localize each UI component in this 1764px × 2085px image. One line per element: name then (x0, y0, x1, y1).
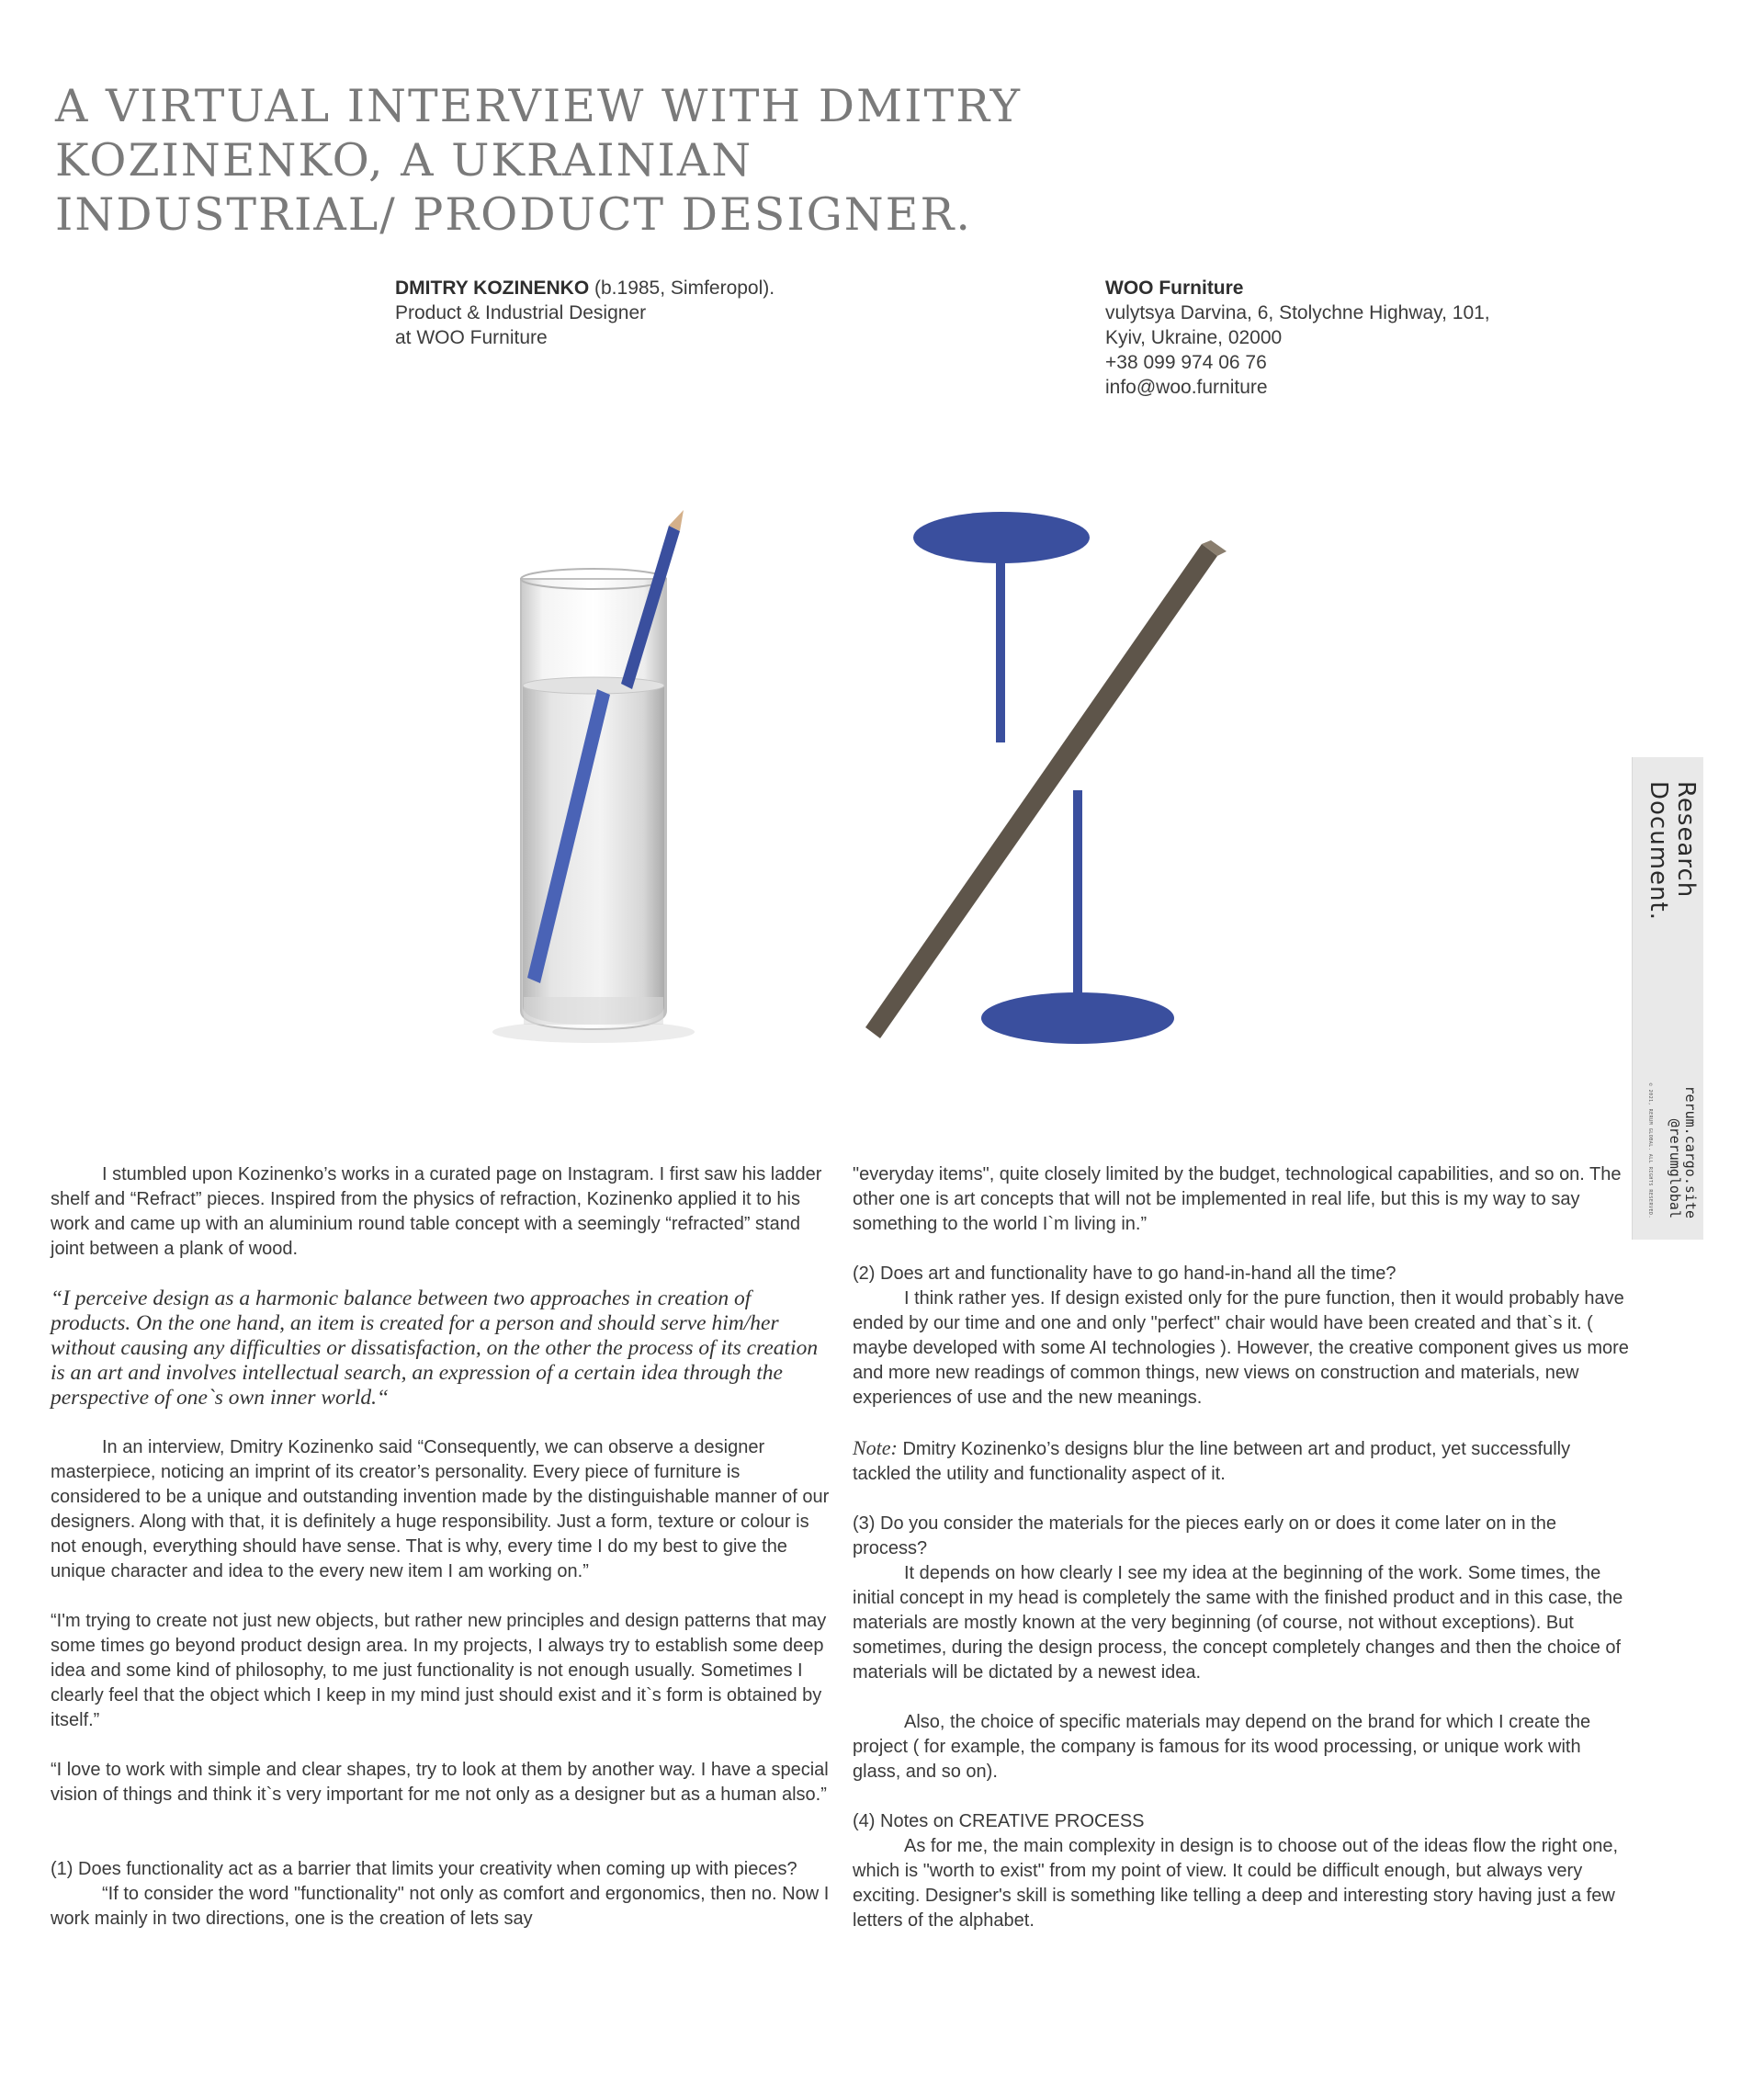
company-address-line: Kyiv, Ukraine, 02000 (1105, 327, 1283, 348)
question: (1) Does functionality act as a barrier that limits your creativity when coming up with pieces? (51, 1859, 797, 1879)
question: (2) Does art and functionality have to go hand-in-hand all the time? (853, 1263, 1396, 1284)
article-column-right (853, 1162, 1634, 1933)
company-info (1105, 276, 1620, 400)
water-surface (523, 677, 664, 694)
designer-role: Product & Industrial Designer (395, 302, 647, 323)
table-stand-upper (996, 559, 1005, 742)
question: (3) Do you consider the materials for the pieces early on or does it come later on in the process? (853, 1513, 1556, 1558)
answer: “If to consider the word "functionality" not only as comfort and ergonomics, then no. Now I work mainly in two directions, one is the creation of lets say (51, 1884, 830, 1929)
wood-plank (865, 544, 1217, 1038)
social-handle: @rerumglobal (1667, 1118, 1683, 1218)
company-email: info@woo.furniture (1105, 377, 1268, 398)
tab-heading (1645, 781, 1700, 921)
note (853, 1435, 1634, 1487)
company-phone: +38 099 974 06 76 (1105, 352, 1267, 373)
title-line: INDUSTRIAL/ PRODUCT DESIGNER. (55, 188, 972, 241)
answer: "everyday items", quite closely limited by the budget, technological capabilities, and so on. The other one is art concepts that will not be implemented in real life, but this is my way to say something to the world I`m living in.” (853, 1164, 1622, 1234)
designer-born: (b.1985, Simferopol). (589, 278, 775, 299)
article-column-left (51, 1162, 831, 1932)
paragraph: In an interview, Dmitry Kozinenko said “Consequently, we can observe a designer masterpiece, noticing an imprint of its creator’s personality. Every piece of furniture is considered to be a unique and outstanding invention made by the distinguishable manner of our designers. Along with that, it is definitely a huge responsibility. Just a form, texture or colour is not enough, everything should have sense. That is why, every time I do my best to give the unique character and idea to the every new item I am working on.” (51, 1437, 830, 1581)
refract-table (865, 512, 1227, 1044)
paragraph: I stumbled upon Kozinenko’s works in a curated page on Instagram. I first saw his ladder shelf and “Refract” pieces. Inspired from the physics of refraction, Kozinenko applied it to his work and came up with an aluminium round table concept with a seemingly “refracted” stand joint between a plank of wood. (51, 1164, 822, 1259)
answer: I think rather yes. If design existed only for the pure function, then it would probably have ended by our time and one and only "perfect" chair would have been created and that`s it. ( maybe developed with some AI technologies ). However, the creative component gives us more and more new readings of common things, new views on construction and materials, new experiences of use and the new meanings. (853, 1288, 1629, 1408)
title-line: A VIRTUAL INTERVIEW WITH DMITRY (55, 80, 1022, 132)
glass-base (524, 997, 663, 1025)
table-stand-lower (1073, 790, 1082, 1011)
question: (4) Notes on CREATIVE PROCESS (853, 1811, 1145, 1831)
paragraph: “I love to work with simple and clear shapes, try to look at them by another way. I have a special vision of things and think it`s very important for me not only as a designer but as a human also.” (51, 1760, 829, 1805)
tab-site (1667, 1035, 1698, 1218)
answer: As for me, the main complexity in design is to choose out of the ideas flow the right one, which is "worth to exist" from my point of view. It could be difficult enough, but always very exciting. Designer's skill is something like telling a deep and interesting story having just a few letters of the alphabet. (853, 1836, 1619, 1931)
hero-illustration (441, 487, 1250, 1093)
answer: Also, the choice of specific materials may depend on the brand for which I create the project ( for example, the company is famous for its wood processing, or unique work with glass, and so on). (853, 1712, 1591, 1782)
company-address-line: vulytsya Darvina, 6, Stolychne Highway, 101, (1105, 302, 1490, 323)
note-label: Note: (853, 1436, 898, 1459)
site-url: rerum.cargo.site (1682, 1085, 1699, 1218)
note-text: Dmitry Kozinenko’s designs blur the line between art and product, yet successfully tackled the utility and functionality aspect of it. (853, 1439, 1571, 1484)
research-document-tab (1632, 757, 1703, 1240)
company-name: WOO Furniture (1105, 278, 1244, 299)
designer-company: at WOO Furniture (395, 327, 548, 348)
table-top (913, 512, 1090, 563)
tab-heading-line: Document. (1645, 781, 1672, 921)
tab-copyright: © 2021, RERUM GLOBAL. ALL RIGHTS RESERVED. (1647, 1082, 1653, 1218)
answer: It depends on how clearly I see my idea at the beginning of the work. Some times, the initial concept in my head is completely the same with the finished product and in this case, the materials are mostly known at the very beginning (of course, not without exceptions). But sometimes, during the design process, the concept completely changes and then the choice of materials will be dictated by a newest idea. (853, 1563, 1623, 1683)
pull-quote: “I perceive design as a harmonic balance between two approaches in creation of products. On the one hand, an item is created for a person and should serve him/her without causing any difficulties or dissatisfaction, on the other the process of its creation is an art and involves intellectual search, an expression of a certain idea through the perspective of one`s own inner world.“ (51, 1286, 819, 1410)
designer-name: DMITRY KOZINENKO (395, 278, 590, 299)
title-line: KOZINENKO, A UKRAINIAN (55, 134, 753, 187)
table-base (981, 992, 1174, 1044)
designer-info (395, 276, 910, 350)
tab-heading-line: Research (1672, 781, 1700, 899)
glass-with-pencil (492, 510, 695, 1043)
page-title (55, 79, 1066, 242)
paragraph: “I'm trying to create not just new objects, but rather new principles and design patterns that may some times go beyond product design area. In my projects, I always try to establish some deep idea and some kind of philosophy, to me just functionality is not enough usually. Sometimes I clearly feel that the object which I keep in my mind just should exist and it`s form is obtained by itself.” (51, 1611, 827, 1730)
